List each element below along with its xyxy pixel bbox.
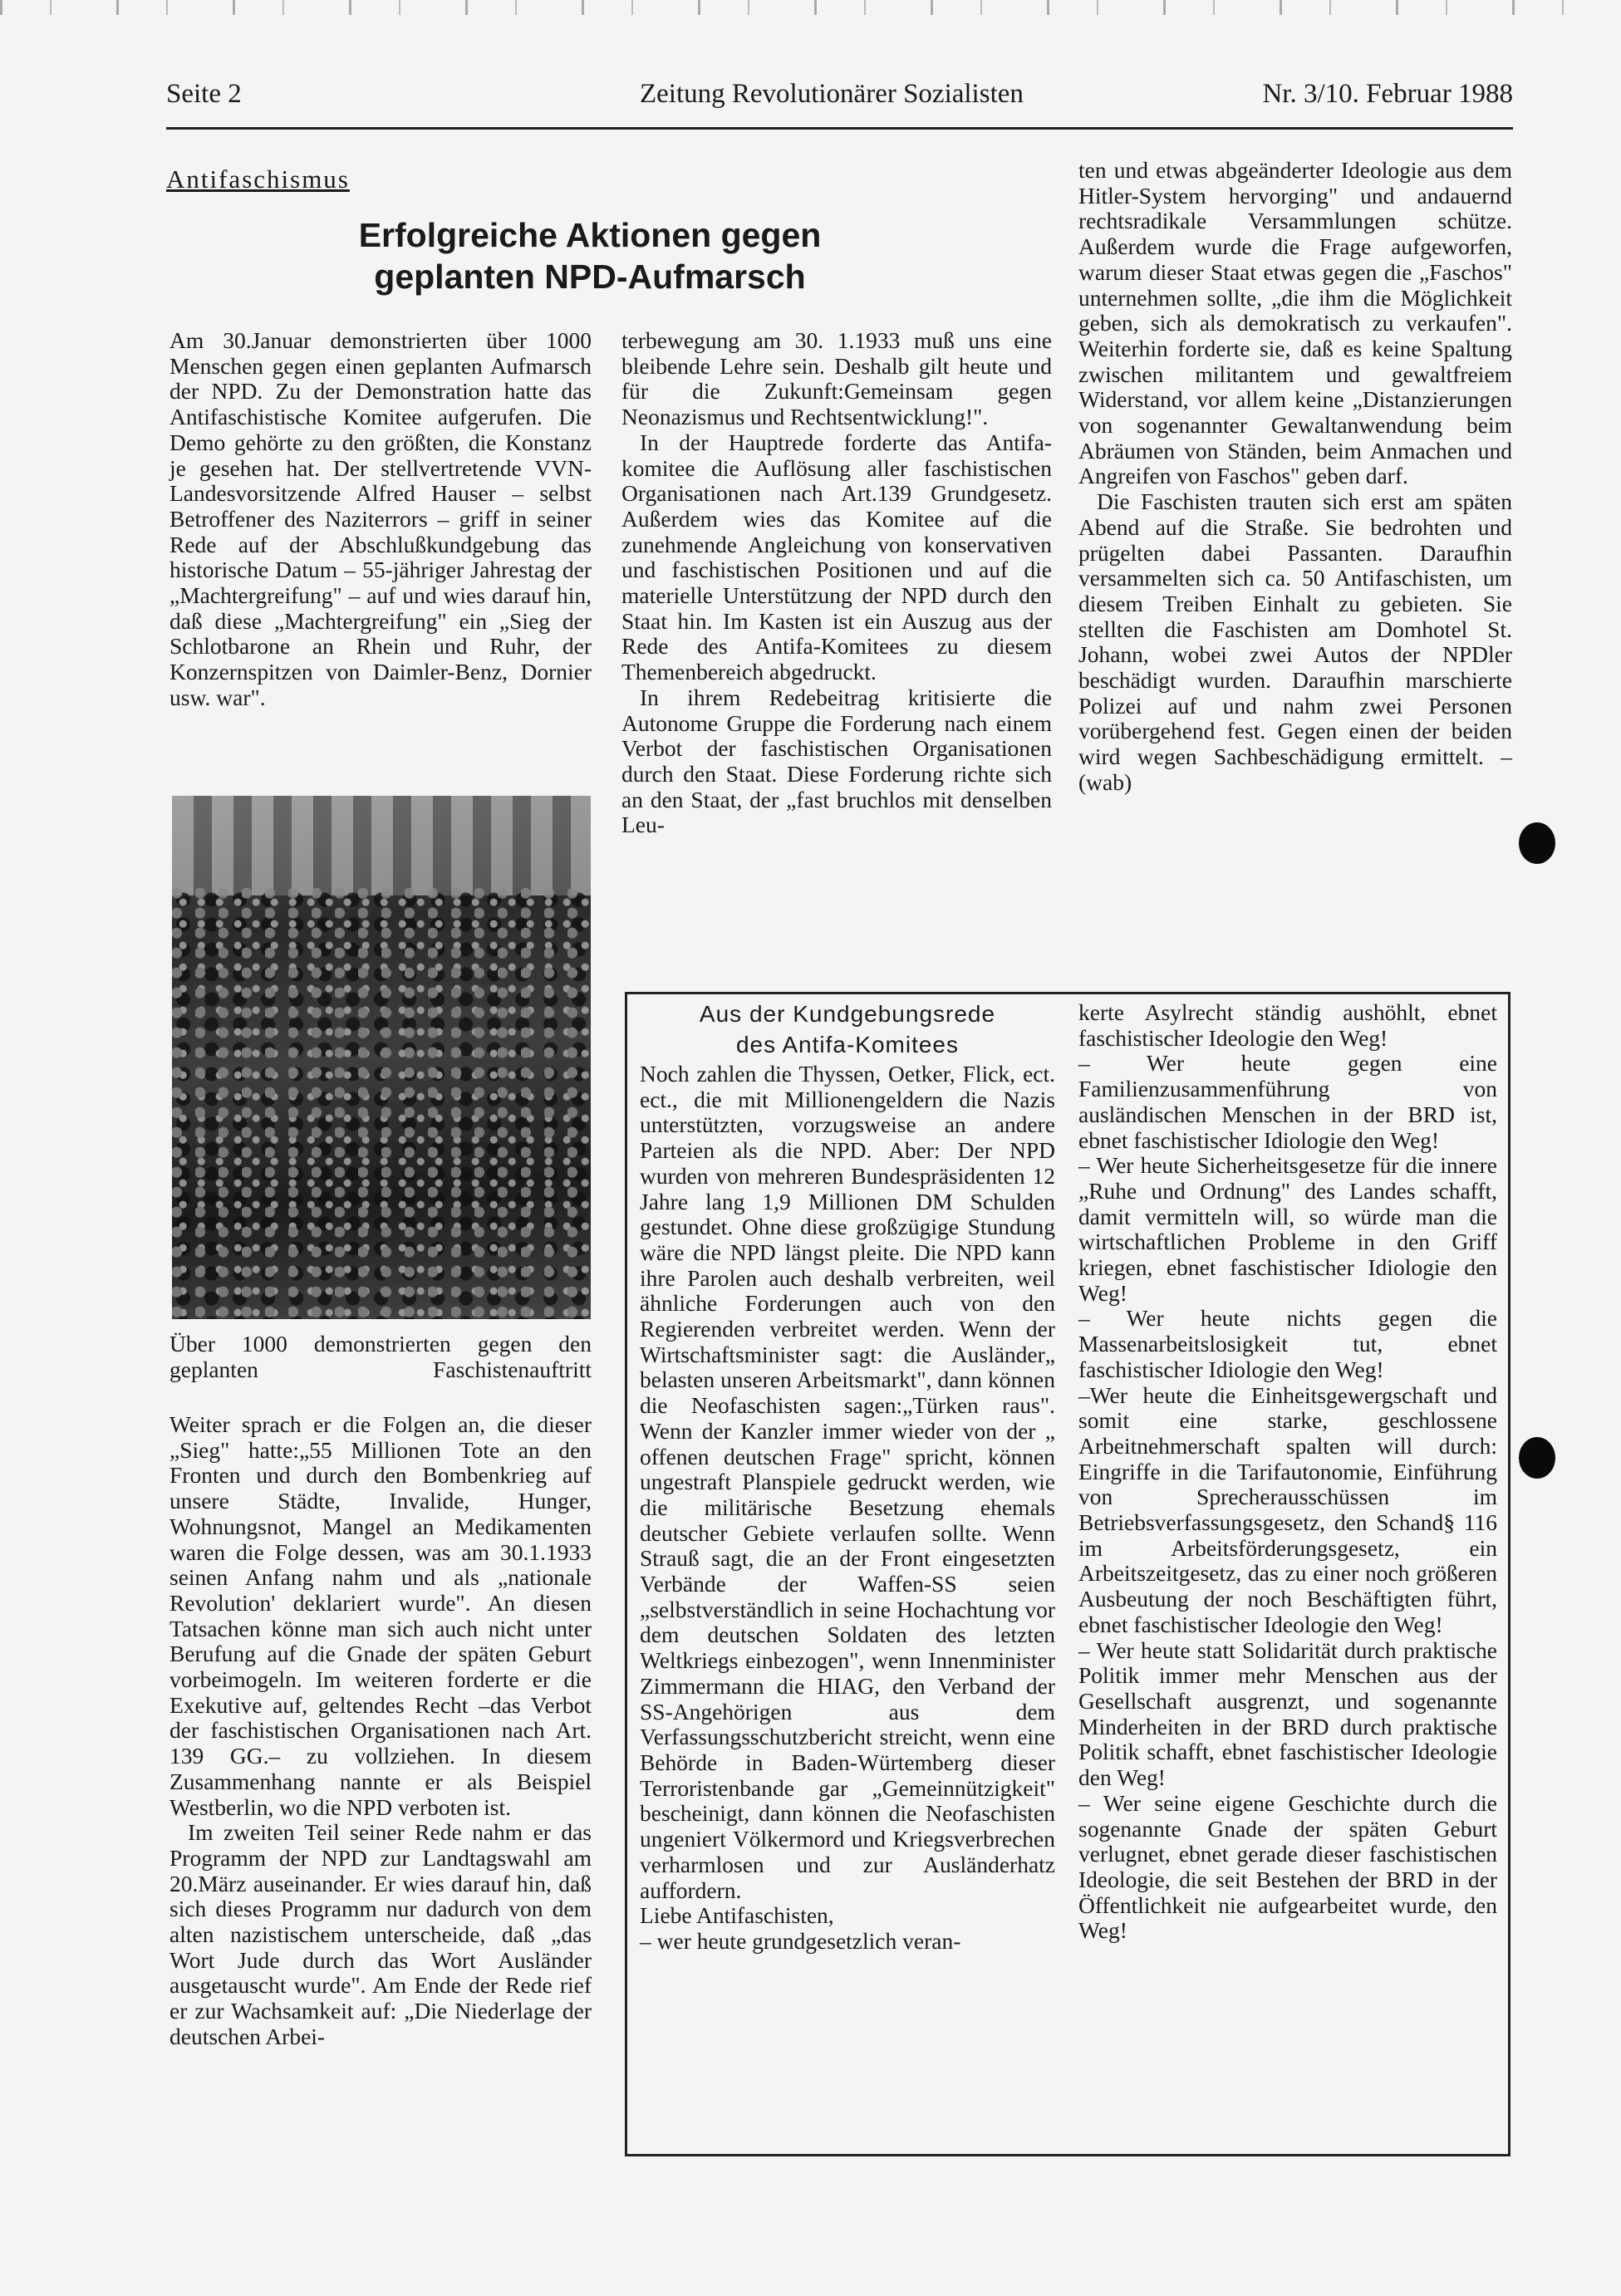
article-column-1 [169,328,592,711]
article-paragraph: In der Hauptrede forderte das Antifa-komitee die Auflösung aller faschistischen Organisationen nach Art.139 Grundgesetz. Außerdem wies das Komitee auf die zunehmende Angleichung von konservativen und faschistischen Positionen und auf die materielle Unterstützung der NPD durch den Staat hin. Im Kasten ist ein Auszug aus der Rede des Antifa-Komitees zu diesem Themenbereich abgedruckt. [621,429,1052,685]
issue-date: Nr. 3/10. Februar 1988 [1262,79,1513,109]
article-column-3 [1078,158,1512,796]
demonstration-photo [172,796,591,1319]
photo-crowd [172,887,591,1319]
box-column-left [640,1000,1055,1955]
headline-line-2: geplanten NPD-Aufmarsch [374,258,806,296]
article-paragraph: terbewegung am 30. 1.1933 muß uns eine bleibende Lehre sein. Deshalb gilt heute und für die Zukunft:Gemeinsam gegen Neonazismus und Rechtsentwicklung!". [621,327,1052,430]
box-paragraph: –Wer heute die Einheitsgewergschaft und somit eine starke, geschlossene Arbeitnehmerschaft spalten will durch: Eingriffe in die Tarifautonomie, Einführung von Sprecherausschüssen im Betriebsverfassungsgesetz, den Schand§ 116 im Arbeitsförderungsgesetz, ein Arbeitszeitgesetz, das zu einer noch größeren Ausbeutung der noch Beschäftigten führt, ebnet faschistischer Ideologie den Weg! [1078,1381,1497,1637]
newspaper-name: Zeitung Revolutionärer Sozialisten [640,79,1024,109]
section-rubric: Antifaschismus [166,164,350,194]
article-column-1-continued [169,1412,592,2050]
article-headline [316,214,864,297]
header-rule [166,127,1513,130]
scan-edge-noise [0,0,1621,15]
article-paragraph: Die Faschisten trauten sich erst am späten Abend auf die Straße. Sie bedrohten und prügelten dabei Passanten. Daraufhin versammelten sich ca. 50 Antifaschisten, um diesem Treiben Einhalt zu gebieten. Sie stellten die Faschisten am Domhotel St. Johann, wobei zwei Autos der NPDler beschädigt wurden. Daraufhin marschierte Polizei auf und nahm zwei Personen vorübergehend fest. Gegen einen der beiden wird wegen Sachbeschädigung ermittelt. –(wab) [1078,488,1512,795]
box-paragraph: – Wer heute statt Solidarität durch praktische Politik immer mehr Menschen aus der Gesellschaft ausgrenzt, und sogenannte Minderheiten in der BRD durch praktische Politik schafft, ebnet faschistischer Ideologie den Weg! [1078,1636,1497,1791]
box-paragraph: kerte Asylrecht ständig aushöhlt, ebnet faschistischer Ideologie den Weg! [1078,999,1497,1051]
box-paragraph: – Wer seine eigene Geschichte durch die sogenannte Gnade der späten Geburt verlugnet, ebnet gerade dieser faschistischen Ideologie, die seit Bestehen der BRD in der Öffentlichkeit nie aufgearbeitet wurde, den Weg! [1078,1789,1497,1944]
box-paragraph: Noch zahlen die Thyssen, Oetker, Flick, ect. ect., die mit Millionengeldern die Nazis unterstützten, vorzugsweise an andere Parteien als die NPD. Aber: Der NPD wurden von mehreren Bundespräsidenten 12 Jahre lang 1,9 Millionen DM Schulden gestundet. Ohne diese großzügige Stundung wäre die NPD längst pleite. Die NPD kann ihre Parolen auch deshalb verbreiten, weil ähnliche Forderungen auch von den Regierenden verbreitet werden. Wenn der Wirtschaftsminister sagt: die Ausländer„ belasten unseren Arbeitsmarkt", dann können die Neofaschisten sagen:„Türken raus". Wenn der Kanzler immer wieder von der „ offenen deutschen Frage" spricht, können ungestraft Planspiele gedruckt werden, wie die militärische Besetzung ehemals deutscher Gebiete verlaufen sollte. Wenn Strauß sagt, die an der Front eingesetzten Verbände der Waffen-SS seien „selbstverständlich in seine Hochachtung vor dem deutschen Soldaten des letzten Weltkriegs einbezogen", wenn Innenminister Zimmermann die HIAG, den Verband der SS-Angehörigen aus dem Verfassungsschutzbericht streicht, wenn eine Behörde in Baden-Würtemberg dieser Terroristenbande gar „Gemeinnützigkeit" bescheinigt, dann können die Neofaschisten ungeniert Völkermord und Kriegsverbrechen verharmlosen und zur Ausländerhatz auffordern. [640,1061,1055,1903]
box-paragraph: Liebe Antifaschisten, [640,1902,834,1929]
box-paragraph: – Wer heute gegen eine Familienzusammenführung von ausländischen Menschen in der BRD ist, ebnet faschistischer Idiologie den Weg! [1078,1050,1497,1153]
article-paragraph: In ihrem Redebeitrag kritisierte die Autonome Gruppe die Forderung nach einem Verbot der faschistischen Organisationen durch den Staat. Diese Forderung richte sich an den Staat, der „fast bruchlos mit denselben Leu- [621,684,1052,838]
article-paragraph: Im zweiten Teil seiner Rede nahm er das Programm der NPD zur Landtagswahl am 20.März auseinander. Er wies darauf hin, daß sich dieses Programm nur dadurch von dem alten nazistischem unterscheide, daß „das Wort Jude durch das Wort Ausländer ausgetauscht wurde". Am Ende der Rede rief er zur Wachsamkeit auf: „Die Niederlage der deutschen Arbei- [169,1819,592,2049]
article-column-2 [621,328,1052,838]
box-paragraph: – Wer heute nichts gegen die Massenarbeitslosigkeit tut, ebnet faschistischer Idiologie den Weg! [1078,1305,1497,1382]
box-paragraph: – Wer heute Sicherheitsgesetze für die innere „Ruhe und Ordnung" des Landes schafft, damit vermitteln will, so würde man die wirtschaftlichen Probleme in den Griff kriegen, ebnet faschistischer Idiologie den Weg! [1078,1152,1497,1306]
box-title-line-1: Aus der Kundgebungsrede [699,1001,996,1027]
photo-buildings [172,796,591,895]
article-paragraph: Weiter sprach er die Folgen an, die dieser „Sieg" hatte:„55 Millionen Tote an den Fronten und durch den Bombenkrieg auf unsere Städte, Invalide, Hunger, Wohnungsnot, Mangel an Medikamenten waren die Folge dessen, was am 30.1.1933 seinen Anfang nahm und als „nationale Revolution' deklariert wurde". An diesen Tatsachen könne man sich auch nicht unter Berufung auf die Gnade der späten Geburt vorbeimogeln. Im weiteren forderte er die Exekutive auf, geltendes Recht –das Verbot der faschistischen Organisationen nach Art. 139 GG.– zu vollziehen. In diesem Zusammenhang nannte er als Beispiel Westberlin, wo die NPD verboten ist. [169,1411,592,1820]
page-number: Seite 2 [166,79,242,109]
punch-hole-icon [1519,822,1555,864]
article-paragraph: Am 30.Januar demonstrierten über 1000 Menschen gegen einen geplanten Aufmarsch der NPD. Zu der Demonstration hatte das Antifaschistische Komitee aufgerufen. Die Demo gehörte zu den größten, die Konstanz je gesehen hat. Der stellvertretende VVN-Landesvorsitzende Alfred Hauser – selbst Betroffener des Naziterrors – griff in seiner Rede auf der Abschlußkundgebung das historische Datum – 55-jähriger Jahrestag der „Machtergreifung" – auf und wies darauf hin, daß diese „Machtergreifung" ein „Sieg der Schlotbarone an Rhein und Ruhr, der Konzernspitzen von Daimler-Benz, Dornier usw. war". [169,327,592,710]
box-title-line-2: des Antifa-Komitees [735,1032,960,1057]
punch-hole-icon [1519,1437,1555,1479]
photo-caption: Über 1000 demonstrierten gegen den geplanten Faschistenauftritt [169,1331,592,1382]
box-column-right [1078,1000,1497,1944]
headline-line-1: Erfolgreiche Aktionen gegen [358,216,822,254]
article-paragraph: ten und etwas abgeänderter Ideologie aus dem Hitler-System hervorging" und andauernd rechtsradikale Versammlungen schütze. Außerdem wurde die Frage aufgeworfen, warum dieser Staat etwas gegen die „Faschos" unternehmen sollte, „die ihm die Möglichkeit geben, sich als demokratisch zu verkaufen". Weiterhin forderte sie, daß es keine Spaltung zwischen militantem und gewaltfreiem Widerstand, vor allem keine „Distanzierungen von sogenannter Gewaltanwendung beim Abräumen von Ständen, beim Anmachen und Angreifen von Faschos" geben darf. [1078,157,1512,489]
box-paragraph: – wer heute grundgesetzlich veran- [640,1927,961,1954]
